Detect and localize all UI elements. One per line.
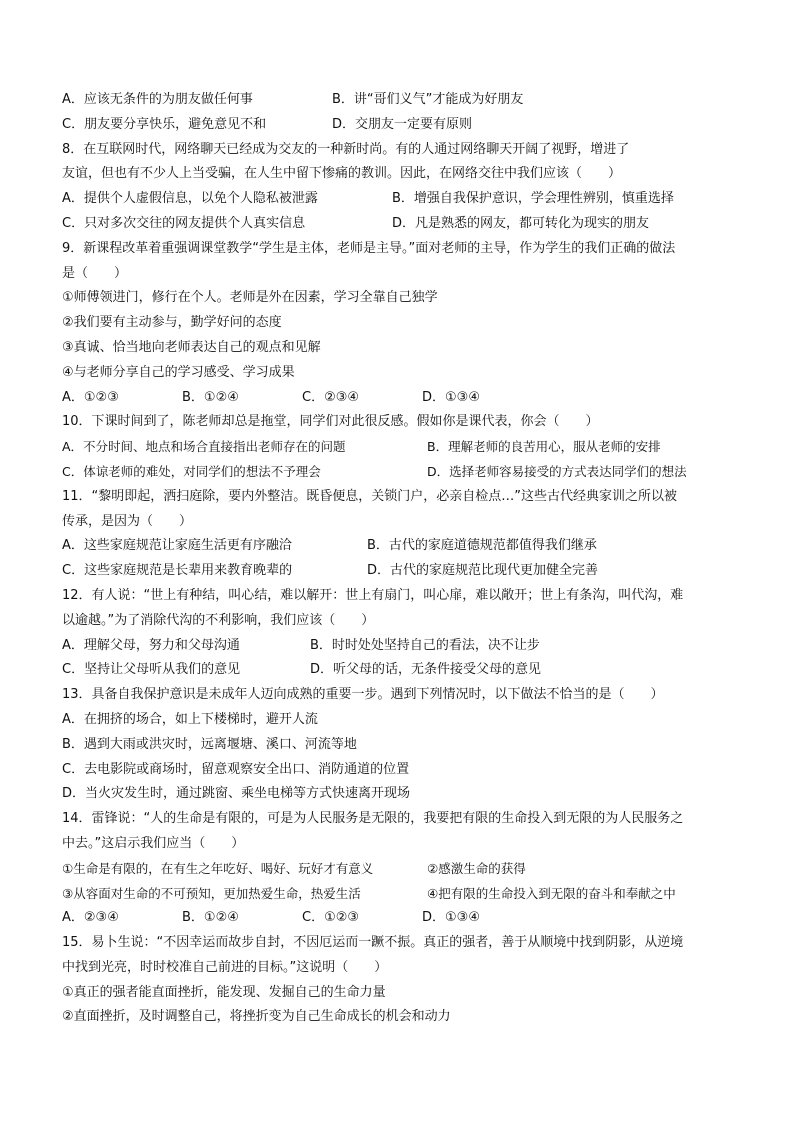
q11-option-d[interactable]: D．古代的家庭规范比现代更加健全完善 [367, 563, 599, 579]
q9-options-row [62, 386, 742, 411]
q11-stem-line-2: 传承，是因为（ ） [62, 513, 193, 529]
q10-stem: 10．下课时间到了，陈老师却总是拖堂，同学们对此很反感。假如你是课代表，你会（ ） [62, 414, 599, 430]
question-list [62, 88, 742, 1030]
q10-options-row-1 [62, 435, 742, 460]
q7-option-b[interactable]: B．讲“哥们义气”才能成为好朋友 [332, 92, 524, 107]
q14-stem-line-1: 14．雷锋说：“人的生命是有限的，可是为人民服务是无限的，我要把有限的生命投入到无限的为人民服务之 [62, 811, 684, 827]
q14-statement-2: ②感激生命的获得 [427, 860, 526, 876]
q12-option-b[interactable]: B．时时处处坚持自己的看法，决不让步 [310, 637, 540, 653]
q9-statement-3: ③真诚、恰当地向老师表达自己的观点和见解 [62, 339, 321, 355]
q11-options-row-2 [62, 559, 742, 584]
q14-statements-row-2 [62, 882, 742, 907]
q9-stem-line-2: 是（ ） [62, 265, 128, 281]
q9-option-b[interactable]: B．①②④ [182, 389, 239, 405]
q12-stem-line-1: 12．有人说：“世上有种结，叫心结，难以解开：世上有扇门，叫心扉，难以敞开；世上有条沟，叫代沟，难 [62, 587, 684, 603]
q11-option-b[interactable]: B．古代的家庭道德规范都值得我们继承 [367, 538, 597, 554]
q8-option-b[interactable]: B．增强自我保护意识，学会理性辨别，慎重选择 [392, 191, 674, 207]
q14-statement-3: ③从容面对生命的不可预知，更加热爱生命，热爱生活 [62, 885, 361, 901]
q14-option-c[interactable]: C．①②③ [302, 910, 360, 926]
q8-options-row-1 [62, 187, 742, 212]
q9-option-c[interactable]: C．②③④ [302, 389, 360, 405]
q14-option-d[interactable]: D．①③④ [422, 910, 480, 926]
q12-option-c[interactable]: C．坚持让父母听从我们的意见 [62, 662, 241, 678]
q13-option-d[interactable]: D．当火灾发生时，通过跳窗、乘坐电梯等方式快速离开现场 [62, 786, 411, 802]
q7-option-d[interactable]: D．交朋友一定要有原则 [332, 116, 473, 132]
q12-options-row-2 [62, 658, 742, 683]
q14-options-row [62, 906, 742, 931]
q13-option-b[interactable]: B．遇到大雨或洪灾时，远离堰塘、溪口、河流等地 [62, 736, 357, 752]
q14-statement-4: ④把有限的生命投入到无限的奋斗和奉献之中 [427, 885, 676, 901]
q10-option-a[interactable]: A．不分时间、地点和场合直接指出老师存在的问题 [62, 439, 346, 455]
q12-stem-line-2: 以逾越。”为了消除代沟的不利影响，我们应该（ ） [62, 612, 375, 628]
q8-stem-line-1: 8．在互联网时代，网络聊天已经成为交友的一种新时尚。有的人通过网络聊天开阔了视野，增进了 [62, 141, 630, 157]
q14-statement-1: ①生命是有限的，在有生之年吃好、喝好、玩好才有意义 [62, 860, 374, 876]
q11-options-row-1 [62, 534, 742, 559]
q7-option-a[interactable]: A．应该无条件的为朋友做任何事 [62, 92, 253, 107]
q11-option-a[interactable]: A．这些家庭规范让家庭生活更有序融洽 [62, 538, 292, 554]
q14-option-b[interactable]: B．①②④ [182, 910, 239, 926]
q14-stem-line-2: 中去。”这启示我们应当（ ） [62, 835, 245, 851]
q13-option-c[interactable]: C．去电影院或商场时，留意观察安全出口、消防通道的位置 [62, 761, 410, 777]
q7-option-c[interactable]: C．朋友要分享快乐，避免意见不和 [62, 116, 267, 132]
q8-options-row-2 [62, 212, 742, 237]
q15-statement-1: ①真正的强者能直面挫折，能发现、发掘自己的生命力量 [62, 984, 386, 1000]
q10-option-c[interactable]: C．体谅老师的难处，对同学们的想法不予理会 [62, 463, 321, 479]
q13-option-a[interactable]: A．在拥挤的场合，如上下楼梯时，避开人流 [62, 711, 318, 727]
q9-option-d[interactable]: D．①③④ [422, 389, 480, 405]
q14-option-a[interactable]: A．②③④ [62, 910, 119, 926]
q10-options-row-2 [62, 460, 742, 485]
q14-statements-row-1 [62, 857, 742, 882]
q8-stem-line-2: 友谊，但也有不少人上当受骗，在人生中留下惨痛的教训。因此，在网络交往中我们应该（ ） [62, 166, 622, 182]
q8-option-d[interactable]: D．凡是熟悉的网友，都可转化为现实的朋友 [392, 215, 650, 231]
q8-option-c[interactable]: C．只对多次交往的网友提供个人真实信息 [62, 215, 306, 231]
q9-stem-line-1: 9．新课程改革着重强调课堂教学“学生是主体，老师是主导。”面对老师的主导，作为学生的我们正确的做法 [62, 240, 676, 256]
q12-option-a[interactable]: A．理解父母，努力和父母沟通 [62, 637, 240, 653]
q12-options-row-1 [62, 634, 742, 659]
q13-stem: 13．具备自我保护意识是未成年人迈向成熟的重要一步。遇到下列情况时，以下做法不恰当的是（ ） [62, 687, 664, 703]
q9-statement-1: ①师傅领进门，修行在个人。老师是外在因素，学习全靠自己独学 [62, 290, 438, 306]
q15-statement-2: ②直面挫折，及时调整自己，将挫折变为自己生命成长的机会和动力 [62, 1009, 451, 1025]
q15-stem-line-1: 15．易卜生说：“不因幸运而故步自封，不因厄运而一蹶不振。真正的强者，善于从顺境中找到阴影，从逆境 [62, 935, 684, 951]
q9-option-a[interactable]: A．①②③ [62, 389, 119, 405]
q15-stem-line-2: 中找到光亮，时时校准自己前进的目标。”这说明（ ） [62, 959, 388, 975]
q10-option-d[interactable]: D．选择老师容易接受的方式表达同学们的想法 [427, 463, 687, 479]
q8-option-a[interactable]: A．提供个人虚假信息，以免个人隐私被泄露 [62, 191, 318, 207]
q11-option-c[interactable]: C．这些家庭规范是长辈用来教育晚辈的 [62, 563, 293, 579]
q12-option-d[interactable]: D．听父母的话，无条件接受父母的意见 [310, 662, 542, 678]
q7-options-row-1 [62, 88, 742, 113]
q11-stem-line-1: 11．“黎明即起，洒扫庭除，要内外整洁。既昏便息，关锁门户，必亲自检点…”这些古代经典家训之所以被 [62, 488, 678, 504]
q10-option-b[interactable]: B．理解老师的良苦用心，服从老师的安排 [427, 439, 661, 455]
q9-statement-2: ②我们要有主动参与，勤学好问的态度 [62, 315, 282, 331]
q7-options-row-2 [62, 113, 742, 138]
q9-statement-4: ④与老师分享自己的学习感受、学习成果 [62, 364, 295, 380]
